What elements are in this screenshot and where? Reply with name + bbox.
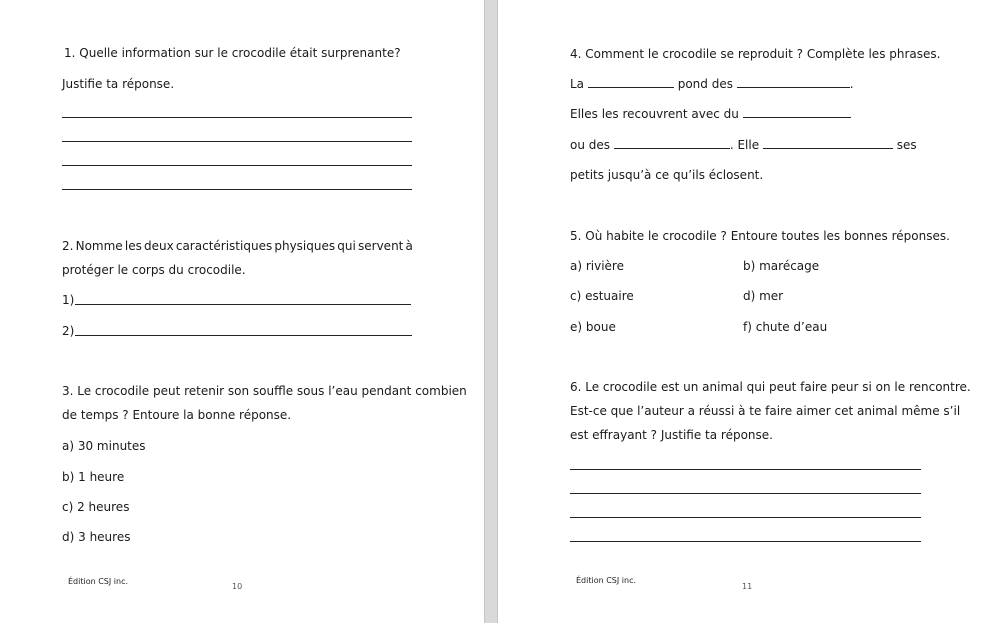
q2-question-line2: protéger le corps du crocodile. xyxy=(62,263,246,277)
q4-sentence-3 xyxy=(570,138,917,152)
q5-option-c: c) estuaire xyxy=(570,289,634,303)
q4-blank xyxy=(743,107,851,118)
q6-question-line2: Est-ce que l’auteur a réussi à te faire aimer cet animal même s’il xyxy=(570,404,961,418)
q5-question: 5. Où habite le crocodile ? Entoure toutes les bonnes réponses. xyxy=(570,229,950,243)
q4-blank xyxy=(614,138,730,149)
q6-answer-line xyxy=(570,517,921,518)
q1-instruction: Justifie ta réponse. xyxy=(62,77,175,91)
q4-sentence-4: petits jusqu’à ce qu’ils éclosent. xyxy=(570,168,764,182)
page-11 xyxy=(498,0,990,623)
q2-word: caractéristiques xyxy=(175,239,273,253)
q4-question: 4. Comment le crocodile se reproduit ? Complète les phrases. xyxy=(570,47,941,61)
q2-word: physiques xyxy=(274,239,336,253)
page-gutter xyxy=(484,0,498,623)
q1-answer-line xyxy=(62,141,412,142)
q3-option-a: a) 30 minutes xyxy=(62,439,146,453)
q4-blank xyxy=(763,138,893,149)
q1-answer-line xyxy=(62,189,412,190)
q3-question-line2: de temps ? Entoure la bonne réponse. xyxy=(62,408,292,422)
q4-text: La xyxy=(570,77,585,91)
q2-answer-line-1 xyxy=(75,304,411,305)
q4-text: ses xyxy=(896,138,917,152)
q5-option-d: d) mer xyxy=(743,289,784,303)
q2-answer-line-2 xyxy=(75,335,412,336)
q5-option-b: b) marécage xyxy=(743,259,820,273)
footer-publisher: Édition CSJ inc. xyxy=(68,577,129,586)
q2-word: qui xyxy=(337,239,356,253)
q4-text: Elles les recouvrent avec du xyxy=(570,107,739,121)
q5-option-f: f) chute d’eau xyxy=(743,320,828,334)
q2-answer-label-2: 2) xyxy=(62,324,75,338)
page-number: 11 xyxy=(742,582,753,591)
page-10 xyxy=(0,0,484,623)
q2-word: Nomme xyxy=(75,239,123,253)
q1-question: 1. Quelle information sur le crocodile était surprenante? xyxy=(64,46,401,60)
q3-question-line1: 3. Le crocodile peut retenir son souffle sous l’eau pendant combien xyxy=(62,384,467,398)
q5-option-a: a) rivière xyxy=(570,259,624,273)
q1-answer-line xyxy=(62,165,412,166)
q4-text: pond des xyxy=(677,77,733,91)
q2-answer-label-1: 1) xyxy=(62,293,75,307)
q4-blank xyxy=(737,77,850,88)
q2-word: à xyxy=(405,239,413,253)
q4-sentence-1 xyxy=(570,77,854,91)
q5-option-e: e) boue xyxy=(570,320,616,334)
q2-word: deux xyxy=(143,239,174,253)
q3-option-c: c) 2 heures xyxy=(62,500,130,514)
q2-word: servent xyxy=(358,239,404,253)
q4-sentence-2 xyxy=(570,107,851,121)
q1-answer-line xyxy=(62,117,412,118)
q4-text: . xyxy=(849,77,854,91)
q4-text: . Elle xyxy=(729,138,760,152)
page-number: 10 xyxy=(232,582,243,591)
q6-answer-line xyxy=(570,541,921,542)
q6-question-line1: 6. Le crocodile est un animal qui peut faire peur si on le rencontre. xyxy=(570,380,971,394)
q4-blank xyxy=(588,77,674,88)
q6-answer-line xyxy=(570,469,921,470)
q6-question-line3: est effrayant ? Justifie ta réponse. xyxy=(570,428,773,442)
q6-answer-line xyxy=(570,493,921,494)
q2-word: 2. xyxy=(62,239,74,253)
q2-question-line1 xyxy=(62,239,413,253)
q2-word: les xyxy=(124,239,142,253)
q4-text: ou des xyxy=(570,138,611,152)
q3-option-d: d) 3 heures xyxy=(62,530,131,544)
footer-publisher: Édition CSJ inc. xyxy=(576,576,637,585)
q3-option-b: b) 1 heure xyxy=(62,470,125,484)
